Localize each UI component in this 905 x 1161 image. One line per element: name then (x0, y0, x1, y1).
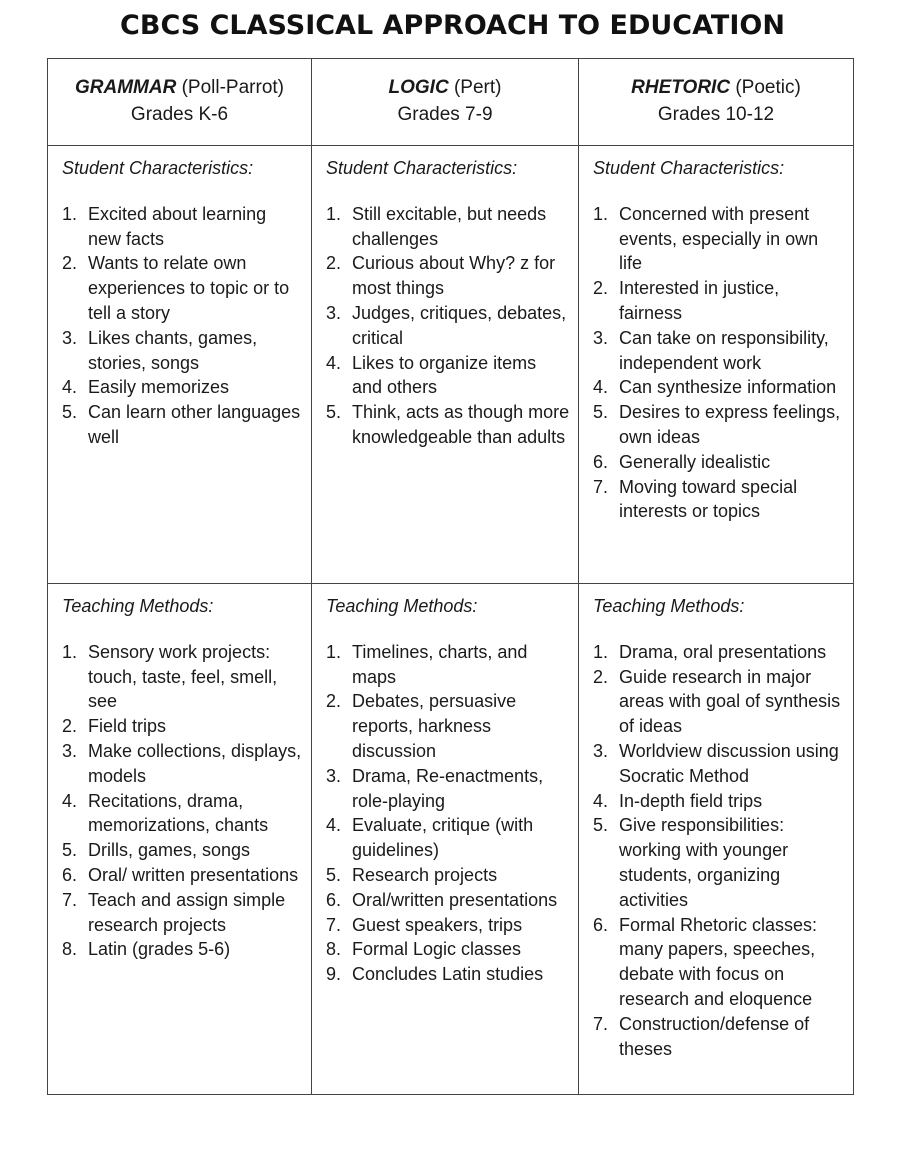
list-item (593, 375, 845, 400)
list-item-number: 2. (326, 253, 342, 274)
list-item-text: Curious about Why? z for most things (352, 253, 556, 299)
list-item (62, 937, 303, 962)
characteristics-list (62, 202, 303, 450)
grammar-characteristics-cell (48, 146, 312, 584)
list-item-number: 8. (326, 939, 342, 960)
list-item (326, 202, 570, 252)
list-item-text: Worldview discussion using Socratic Method (619, 740, 839, 786)
list-item (62, 863, 303, 888)
rhetoric-title-line (579, 74, 853, 101)
grammar-teaching-cell (48, 584, 312, 1095)
list-item-number: 1. (62, 641, 78, 662)
logic-stage-subtitle: (Pert) (453, 77, 502, 98)
list-item-text: Oral/ written presentations (88, 864, 299, 885)
list-item-text: Drama, oral presentations (619, 641, 827, 662)
list-item-number: 2. (593, 666, 609, 687)
list-item-number: 4. (593, 377, 609, 398)
list-item-text: Evaluate, critique (with guidelines) (352, 815, 534, 861)
list-item-number: 5. (62, 402, 78, 423)
list-item-text: Concludes Latin studies (352, 964, 544, 985)
list-item-number: 4. (326, 815, 342, 836)
list-item-number: 1. (593, 203, 609, 224)
list-item (593, 450, 845, 475)
teaching-methods-row (48, 584, 854, 1095)
list-item (326, 351, 570, 401)
rhetoric-stage-subtitle: (Poetic) (735, 77, 801, 98)
list-item (326, 251, 570, 301)
characteristics-label: Student Characteristics: (593, 158, 785, 178)
list-item-text: Recitations, drama, memorizations, chants (88, 790, 269, 836)
list-item-number: 3. (593, 740, 609, 761)
grammar-title-line (48, 74, 311, 101)
list-item (62, 789, 303, 839)
list-item-number: 6. (62, 864, 78, 885)
list-item (62, 326, 303, 376)
teaching-methods-list (62, 640, 303, 962)
list-item (593, 400, 845, 450)
list-item-text: Interested in justice, fairness (619, 278, 780, 323)
list-item (326, 913, 570, 938)
list-item-number: 5. (326, 402, 342, 423)
list-item-number: 3. (62, 740, 78, 761)
list-item-number: 5. (593, 815, 609, 836)
list-item-text: Research projects (352, 864, 498, 885)
list-item (62, 888, 303, 938)
list-item (593, 202, 845, 276)
list-item-number: 1. (326, 203, 342, 224)
list-item (326, 400, 570, 450)
list-item (593, 475, 845, 525)
characteristics-label: Student Characteristics: (326, 158, 518, 178)
list-item-number: 3. (593, 327, 609, 348)
teaching-methods-label: Teaching Methods: (62, 596, 214, 616)
list-item-text: Make collections, displays, models (88, 740, 302, 786)
list-item (62, 714, 303, 739)
list-item-text: Likes chants, games, stories, songs (88, 327, 258, 373)
list-item-number: 4. (593, 790, 609, 811)
list-item-text: Generally idealistic (619, 451, 771, 472)
logic-stage-name: LOGIC (388, 77, 449, 98)
list-item (326, 962, 570, 987)
list-item (62, 251, 303, 325)
grammar-stage-name: GRAMMAR (74, 77, 177, 98)
list-item-number: 7. (593, 1013, 609, 1034)
list-item (62, 202, 303, 252)
list-item-text: Can synthesize information (619, 377, 837, 398)
list-item-text: Latin (grades 5-6) (88, 939, 231, 960)
list-item-text: Field trips (88, 716, 167, 737)
list-item-number: 4. (62, 790, 78, 811)
list-item-text: Teach and assign simple research projects (88, 889, 286, 935)
list-item-text: Likes to organize items and others (352, 352, 537, 398)
list-item-number: 7. (593, 476, 609, 497)
list-item (326, 640, 570, 690)
list-item (593, 640, 845, 665)
list-item-text: Concerned with present events, especially in own life (619, 203, 819, 274)
list-item (593, 913, 845, 1012)
list-item (326, 863, 570, 888)
list-item-number: 6. (326, 889, 342, 910)
list-item-text: Moving toward special interests or topics (619, 476, 798, 522)
list-item-number: 3. (62, 327, 78, 348)
characteristics-row (48, 146, 854, 584)
list-item-text: In-depth field trips (619, 790, 763, 811)
list-item (62, 375, 303, 400)
list-item-number: 8. (62, 939, 78, 960)
list-item-text: Still excitable, but needs challenges (352, 203, 547, 249)
list-item (62, 640, 303, 714)
rhetoric-stage-name: RHETORIC (631, 77, 731, 98)
list-item-text: Can take on responsibility, independent work (619, 327, 829, 373)
list-item (593, 739, 845, 789)
list-item-number: 6. (593, 914, 609, 935)
list-item-text: Timelines, charts, and maps (352, 641, 528, 687)
logic-characteristics-cell (312, 146, 579, 584)
list-item (593, 276, 845, 326)
header-row (48, 59, 854, 146)
list-item (62, 400, 303, 450)
list-item-text: Give responsibilities: working with younger students, organizing activities (619, 815, 789, 910)
teaching-methods-list (593, 640, 845, 1062)
rhetoric-characteristics-cell (579, 146, 854, 584)
list-item-number: 1. (326, 641, 342, 662)
list-item-number: 2. (62, 716, 78, 737)
teaching-methods-label: Teaching Methods: (326, 596, 478, 616)
list-item-text: Can learn other languages well (88, 402, 301, 447)
list-item-number: 7. (62, 889, 78, 910)
logic-title-line (312, 74, 578, 101)
grammar-stage-subtitle: (Poll-Parrot) (181, 77, 284, 98)
list-item (593, 789, 845, 814)
list-item-number: 2. (326, 691, 342, 712)
list-item-text: Judges, critiques, debates, critical (352, 302, 567, 348)
grammar-grades: Grades K-6 (130, 104, 229, 125)
list-item (326, 764, 570, 814)
list-item-text: Drills, games, songs (88, 840, 251, 861)
rhetoric-teaching-cell (579, 584, 854, 1095)
list-item-number: 5. (326, 864, 342, 885)
list-item-text: Formal Rhetoric classes: many papers, speeches, debate with focus on research and eloquence (619, 914, 818, 1009)
characteristics-list (326, 202, 570, 450)
list-item (326, 888, 570, 913)
list-item-text: Guide research in major areas with goal of synthesis of ideas (619, 666, 841, 737)
list-item-text: Guest speakers, trips (352, 914, 523, 935)
list-item (593, 326, 845, 376)
list-item (326, 689, 570, 763)
list-item (593, 1012, 845, 1062)
list-item-text: Desires to express feelings, own ideas (619, 402, 841, 447)
list-item (593, 813, 845, 912)
grammar-header-cell (48, 59, 312, 146)
list-item-number: 4. (62, 377, 78, 398)
list-item-number: 6. (593, 451, 609, 472)
list-item-number: 5. (593, 402, 609, 423)
list-item-number: 2. (62, 253, 78, 274)
teaching-methods-list (326, 640, 570, 987)
list-item-number: 5. (62, 840, 78, 861)
list-item-text: Excited about learning new facts (88, 203, 267, 249)
teaching-methods-label: Teaching Methods: (593, 596, 745, 616)
list-item (593, 665, 845, 739)
logic-grades: Grades 7-9 (397, 104, 493, 125)
logic-teaching-cell (312, 584, 579, 1095)
education-stages-table (47, 58, 854, 1095)
list-item-text: Sensory work projects: touch, taste, feel, smell, see (88, 641, 278, 712)
characteristics-list (593, 202, 845, 524)
list-item-number: 3. (326, 302, 342, 323)
list-item-number: 9. (326, 964, 342, 985)
rhetoric-grades: Grades 10-12 (657, 104, 775, 125)
list-item (326, 813, 570, 863)
list-item-number: 3. (326, 765, 342, 786)
list-item-text: Construction/defense of theses (619, 1013, 810, 1059)
list-item-number: 2. (593, 278, 609, 299)
rhetoric-header-cell (579, 59, 854, 146)
list-item-text: Easily memorizes (88, 377, 230, 398)
list-item-text: Wants to relate own experiences to topic or to tell a story (88, 253, 290, 323)
list-item-number: 7. (326, 914, 342, 935)
logic-header-cell (312, 59, 579, 146)
list-item-text: Oral/written presentations (352, 889, 558, 910)
list-item-number: 1. (62, 203, 78, 224)
list-item-text: Think, acts as though more knowledgeable than adults (352, 402, 570, 447)
list-item-number: 4. (326, 352, 342, 373)
list-item (326, 301, 570, 351)
list-item (62, 739, 303, 789)
list-item (62, 838, 303, 863)
list-item-text: Formal Logic classes (352, 939, 522, 960)
characteristics-label: Student Characteristics: (62, 158, 254, 178)
list-item-text: Debates, persuasive reports, harkness discussion (352, 691, 517, 761)
list-item-number: 1. (593, 641, 609, 662)
document-title: CBCS CLASSICAL APPROACH TO EDUCATION (120, 10, 785, 41)
list-item (326, 937, 570, 962)
list-item-text: Drama, Re-enactments, role-playing (352, 765, 544, 811)
